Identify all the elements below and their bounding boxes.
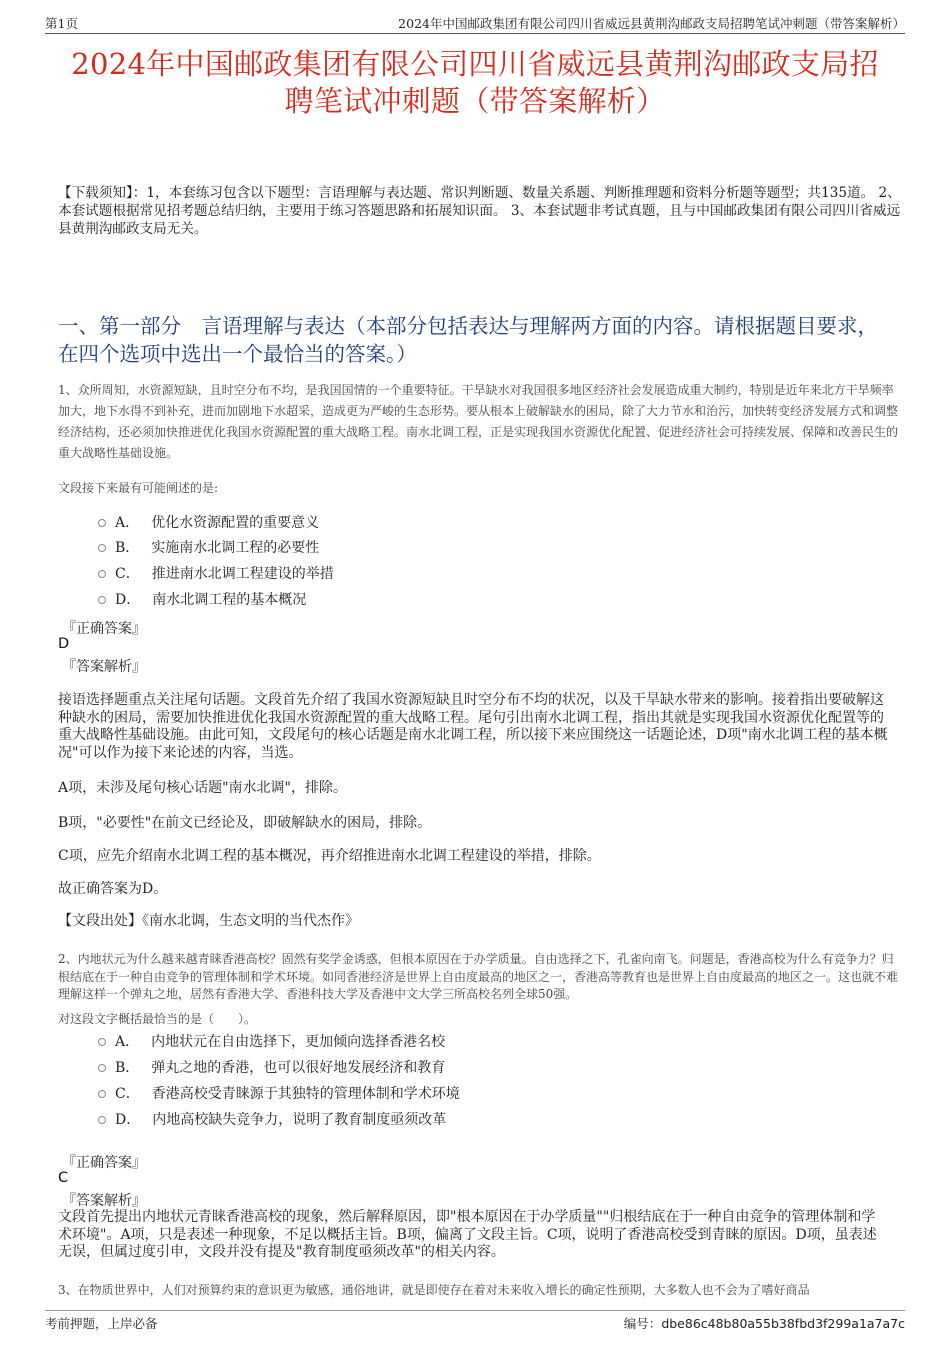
- q2-option-c[interactable]: [98, 1083, 460, 1103]
- footer-slogan: 考前押题，上岸必备: [45, 1316, 158, 1331]
- q1-analysis-label: 『答案解析』: [62, 659, 146, 675]
- question-2-text: 2、内地状元为什么越来越青睐香港高校？固然有奖学金诱惑，但根本原因在于办学质量。自由选择之下，孔雀向南飞。问题是，香港高校为什么有竞争力？归根结底在于一种自由竞争的管理体制和学术环境。如同香港经济是世界上自由度最高的地区之一，香港高等教育也是世界上自由度最高的地区之一。这也就不难理解这样一个弹丸之地，居然有香港大学、香港科技大学及香港中文大学三所高校名列全球50强。: [58, 952, 899, 1001]
- q1-option-a[interactable]: [98, 512, 319, 532]
- question-3-text: 3、在物质世界中，人们对预算约束的意识更为敏感，通俗地讲，就是即使存在着对未来收入增长的确定性预期，大多数人也不会为了嗜好商品: [58, 1283, 810, 1297]
- q2-correct-answer: C: [58, 1170, 69, 1186]
- radio-icon[interactable]: [98, 519, 106, 527]
- title-line-2: 聘笔试冲刺题（带答案解析）: [284, 84, 666, 118]
- q1-option-c[interactable]: [98, 563, 334, 583]
- option-letter: D．: [115, 1112, 141, 1128]
- running-title: 2024年中国邮政集团有限公司四川省威远县黄荆沟邮政支局招聘笔试冲刺题（带答案解析）: [398, 16, 905, 31]
- footer-divider: [45, 1310, 905, 1311]
- q1-analysis-option-b: B项，"必要性"在前文已经论及，即破解缺水的困局，排除。: [58, 815, 432, 831]
- question-1-text: 1、众所周知，水资源短缺，且时空分布不均，是我国国情的一个重要特征。干旱缺水对我国很多地区经济社会发展造成重大制约，特别是近年来北方干旱频率加大，地下水得不到补充，进而加剧地下水超采，造成更为严峻的生态形势。要从根本上破解缺水的困局，除了大力节水和治污，加快转变经济发展方式和调整经济结构，还必须加快推进优化我国水资源配置的重大战略工程。南水北调工程，正是实现我国水资源优化配置、促进经济社会可持续发展、保障和改善民生的重大战略性基础设施。: [58, 383, 899, 460]
- q1-analysis-option-c: C项，应先介绍南水北调工程的基本概况，再介绍推进南水北调工程建设的举措，排除。: [58, 848, 601, 864]
- radio-icon[interactable]: [98, 544, 106, 552]
- radio-icon[interactable]: [98, 1038, 106, 1046]
- document-code-label: 编号：: [623, 1316, 662, 1331]
- option-text: 推进南水北调工程建设的举措: [151, 566, 334, 582]
- option-letter: A．: [115, 515, 140, 531]
- radio-icon[interactable]: [98, 1116, 106, 1124]
- q2-correct-answer-label: 『正确答案』: [62, 1155, 146, 1171]
- radio-icon[interactable]: [98, 1064, 106, 1072]
- q1-source: 【文段出处】《南水北调，生态文明的当代杰作》: [58, 913, 359, 929]
- download-notice: 【下载须知】：1，本套练习包含以下题型：言语理解与表达题、常识判断题、数量关系题、判断推理题和资料分析题等题型；共135道。 2、本套试题根据常见招考题总结归纳，主要用于练习答题思路和拓展知识面。 3、本套试题非考试真题，且与中国邮政集团有限公司四川省威远县黄荆沟邮政支局无关。: [58, 185, 901, 237]
- q1-option-b[interactable]: [98, 537, 319, 557]
- option-letter: C．: [115, 1086, 140, 1102]
- document-title: [40, 46, 910, 120]
- radio-icon[interactable]: [98, 1090, 106, 1098]
- option-text: 南水北调工程的基本概况: [152, 592, 307, 608]
- section-heading: 一、第一部分 言语理解与表达（本部分包括表达与理解两方面的内容。请根据题目要求，在四个选项中选出一个最恰当的答案。）: [58, 314, 878, 366]
- radio-icon[interactable]: [98, 570, 106, 578]
- option-text: 内地高校缺失竞争力，说明了教育制度亟须改革: [152, 1112, 447, 1128]
- q1-conclusion: 故正确答案为D。: [58, 881, 168, 897]
- option-letter: B．: [115, 540, 140, 556]
- option-letter: B．: [115, 1060, 140, 1076]
- q2-option-b[interactable]: [98, 1057, 445, 1077]
- document-code-value: dbe86c48b80a55b38fbd3f299a1a7a7c: [661, 1316, 905, 1331]
- q1-analysis-option-a: A项，未涉及尾句核心话题"南水北调"，排除。: [58, 780, 347, 796]
- question-2-prompt: 对这段文字概括最恰当的是（ ）。: [58, 1012, 257, 1026]
- option-text: 实施南水北调工程的必要性: [151, 540, 320, 556]
- title-line-1: 2024年中国邮政集团有限公司四川省威远县黄荆沟邮政支局招: [71, 47, 879, 81]
- option-text: 优化水资源配置的重要意义: [151, 515, 320, 531]
- q2-analysis-label: 『答案解析』: [62, 1193, 146, 1209]
- q1-option-d[interactable]: [98, 589, 306, 609]
- q2-analysis: 文段首先提出内地状元青睐香港高校的现象，然后解释原因，即"根本原因在于办学质量""归根结底在于一种自由竞争的管理体制和学术环境"。A项，只是表述一种现象，不足以概括主旨。B项，偏离了文段主旨。C项，说明了香港高校受到青睐的原因。D项，虽表述无误，但属过度引申，文段并没有提及"教育制度亟须改革"的相关内容。: [58, 1209, 877, 1260]
- radio-icon[interactable]: [98, 596, 106, 604]
- option-text: 弹丸之地的香港，也可以很好地发展经济和教育: [151, 1060, 446, 1076]
- q1-correct-answer: D: [58, 636, 70, 652]
- header-divider: [45, 33, 905, 34]
- page-number: 第1页: [45, 16, 78, 31]
- option-text: 香港高校受青睐源于其独特的管理体制和学术环境: [151, 1086, 460, 1102]
- document-code: [624, 1314, 905, 1332]
- option-text: 内地状元在自由选择下，更加倾向选择香港名校: [151, 1034, 446, 1050]
- option-letter: D．: [115, 592, 141, 608]
- q1-analysis: 接语选择题重点关注尾句话题。文段首先介绍了我国水资源短缺且时空分布不均的状况，以及干旱缺水带来的影响。接着指出要破解这种缺水的困局，需要加快推进优化我国水资源配置的重大战略工程。尾句引出南水北调工程，指出其就是实现我国水资源优化配置等的重大战略性基础设施。由此可知，文段尾句的核心话题是南水北调工程，所以接下来应围绕这一话题论述，D项"南水北调工程的基本概况"可以作为接下来论述的内容，当选。: [58, 692, 888, 761]
- q2-option-a[interactable]: [98, 1031, 445, 1051]
- question-1-prompt: 文段接下来最有可能阐述的是:: [58, 481, 219, 495]
- q1-correct-answer-label: 『正确答案』: [62, 621, 146, 637]
- option-letter: A．: [115, 1034, 140, 1050]
- q2-option-d[interactable]: [98, 1109, 446, 1129]
- option-letter: C．: [115, 566, 140, 582]
